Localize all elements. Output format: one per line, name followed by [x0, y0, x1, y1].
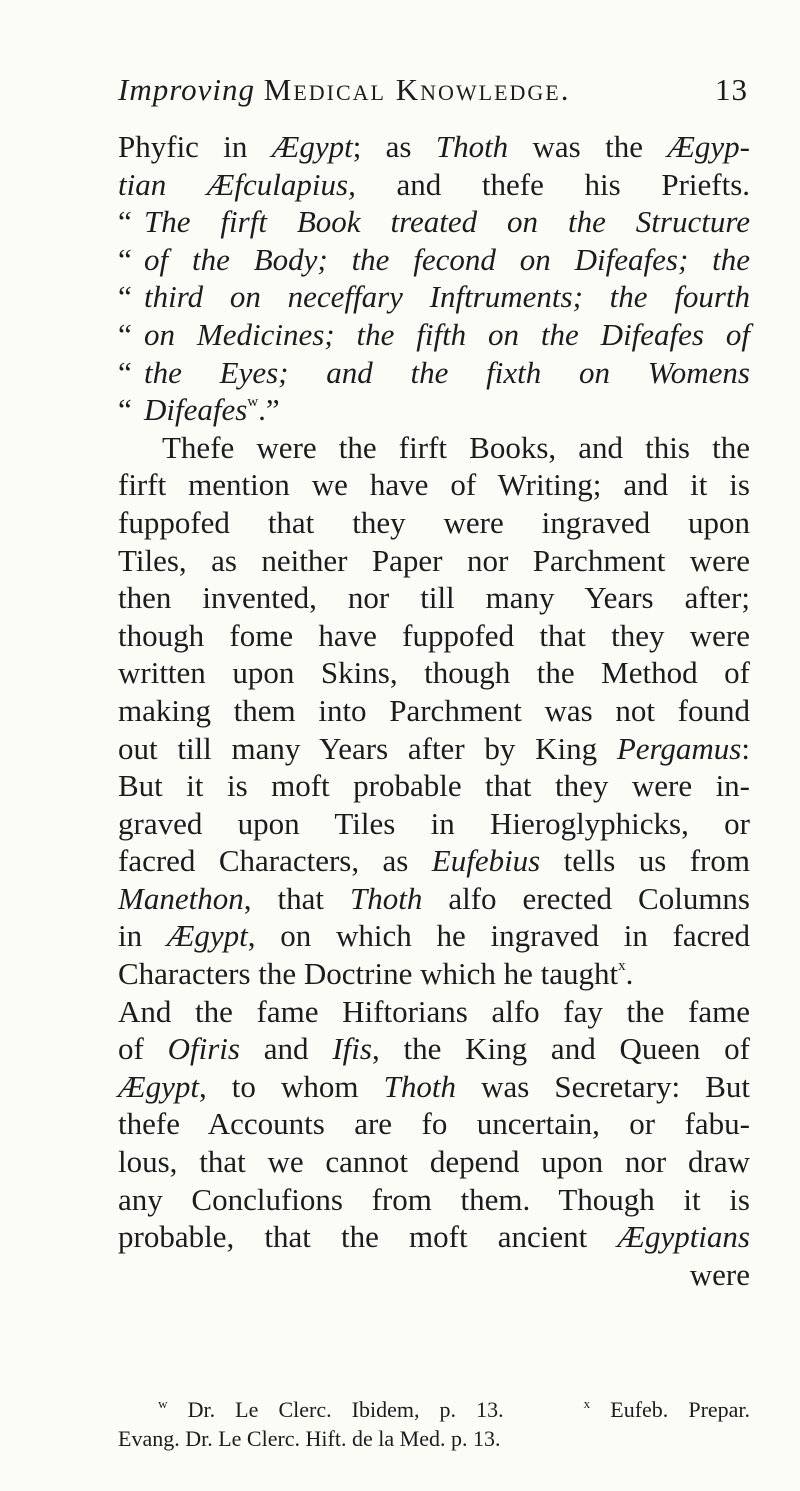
text-line: Phyfic in Ægypt; as Thoth was the Ægyp-	[118, 129, 750, 164]
running-head-title: Medical Knowledge.	[263, 72, 571, 107]
text-line: Manethon, that Thoth alfo erected Columns	[118, 880, 750, 916]
page-number: 13	[715, 72, 748, 107]
text-line: tian Æfculapius, and thefe his Priefts.	[118, 166, 751, 202]
text-line: of Ofiris and Ifis, the King and Queen of	[118, 1031, 750, 1067]
text-line: graved upon Tiles in Hieroglyphicks, or	[118, 805, 750, 841]
footnote-mark-x: x	[583, 1396, 591, 1411]
text-line: then invented, nor till many Years after;	[118, 580, 750, 616]
footnotes	[118, 1395, 750, 1453]
body-text	[118, 128, 750, 1293]
footnote-ref-x: x	[618, 958, 626, 975]
text-line: “the Eyes; and the fixth on Womens	[118, 354, 750, 390]
text-line: probable, that the moft ancient Ægyptians	[118, 1219, 750, 1255]
text-line: Characters the Doctrine which he taught$^x$.	[118, 956, 634, 992]
text-line: thefe Accounts are fo uncertain, or fabu-	[118, 1106, 750, 1142]
text-line: though fome have fuppofed that they were	[118, 617, 750, 653]
running-header	[118, 72, 748, 122]
footnote-w-continued: Evang. Dr. Le Clerc. Hift. de la Med. p. 13.	[118, 1426, 501, 1451]
text-line: “of the Body; the fecond on Difeafes; the	[118, 241, 750, 277]
footnote-mark-w: w	[158, 1396, 168, 1411]
text-line: “on Medicines; the fifth on the Difeafes of	[118, 316, 750, 352]
text-line: “Difeafes$^w$.”	[118, 392, 280, 428]
text-line: Thefe were the firft Books, and this the	[162, 429, 750, 465]
footnote-w-text: Dr. Le Clerc. Ibidem, p. 13.	[187, 1397, 504, 1422]
footnote-line	[118, 1424, 750, 1453]
footnote-x-text: Eufeb. Prepar.	[610, 1397, 751, 1422]
footnote-line	[118, 1395, 750, 1424]
text-line: “third on neceffary Inftruments; the fourth	[118, 279, 750, 315]
catchword: were	[689, 1256, 750, 1292]
footnote-ref-w: w	[247, 394, 259, 411]
text-line: any Conclufions from them. Though it is	[118, 1181, 750, 1217]
text-line: in Ægypt, on which he ingraved in facred	[118, 918, 750, 954]
running-head-italic: Improving	[118, 72, 255, 107]
text-line: making them into Parchment was not found	[118, 692, 750, 728]
text-line: And the fame Hiftorians alfo fay the fame	[118, 993, 750, 1029]
text-line: facred Characters, as Eufebius tells us from	[118, 843, 750, 879]
text-line: firft mention we have of Writing; and it is	[118, 467, 750, 503]
text-line: “The firft Book treated on the Structure	[118, 204, 750, 240]
text-line: Tiles, as neither Paper nor Parchment were	[118, 542, 750, 578]
text-line: Ægypt, to whom Thoth was Secretary: But	[118, 1068, 750, 1104]
text-line: out till many Years after by King Pergamus:	[118, 730, 750, 766]
text-line: lous, that we cannot depend upon nor draw	[118, 1144, 750, 1180]
text-line: fuppofed that they were ingraved upon	[118, 504, 750, 540]
text-line: written upon Skins, though the Method of	[118, 655, 750, 691]
text-line: But it is moft probable that they were in-	[118, 768, 750, 804]
